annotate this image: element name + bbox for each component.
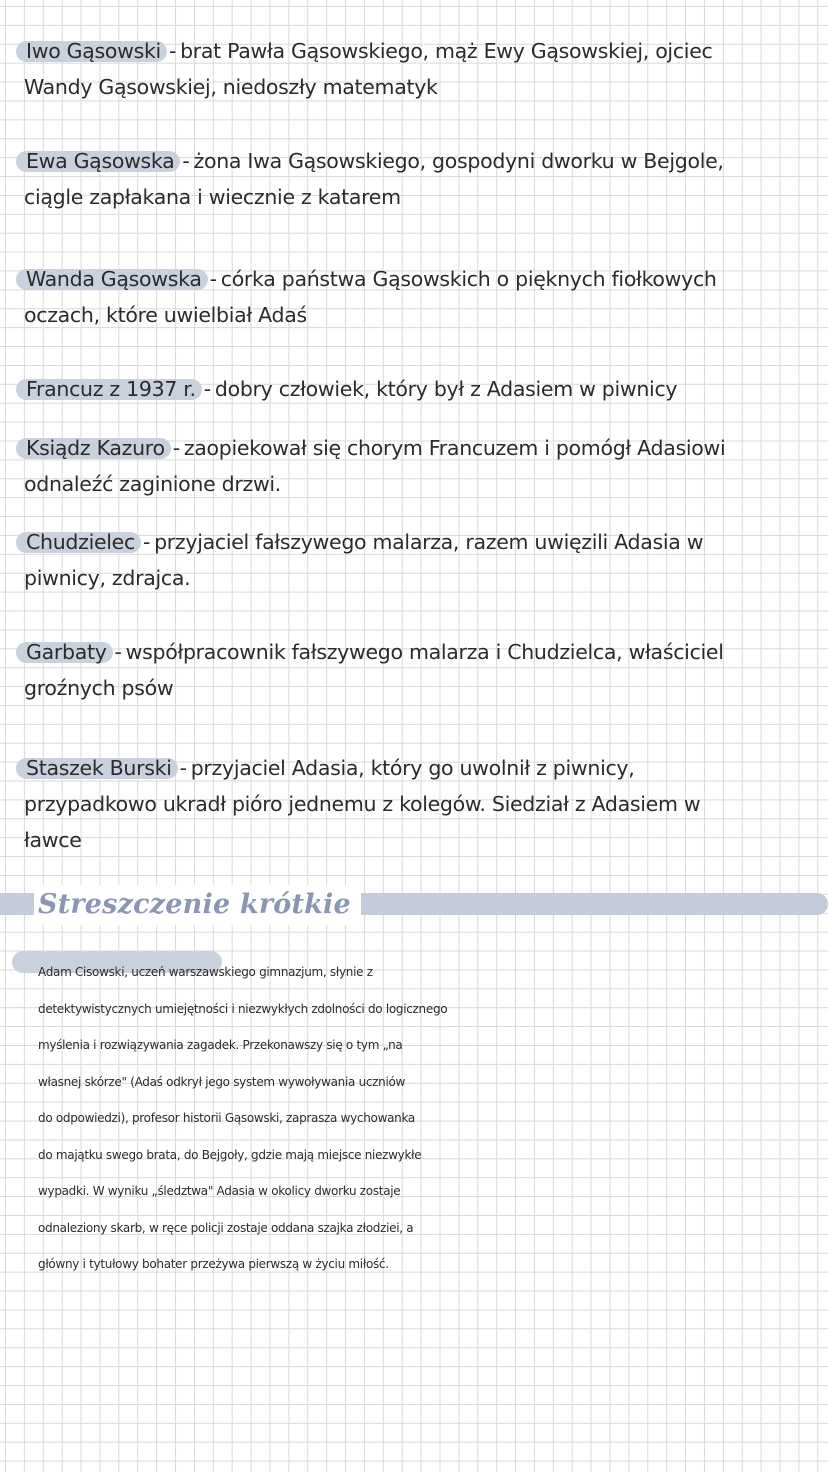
entry-line bbox=[14, 371, 814, 407]
entry-line bbox=[14, 430, 814, 466]
summary-line: własnej skórze" (Adaś odkrył jego system wywoływania uczniów bbox=[38, 1074, 406, 1089]
summary-line: detektywistycznych umiejętności i niezwykłych zdolności do logicznego bbox=[38, 1001, 448, 1016]
dash: - bbox=[172, 436, 180, 460]
character-entry bbox=[14, 371, 814, 407]
summary-line: do odpowiedzi), profesor historii Gąsowski, zaprasza wychowanka bbox=[38, 1111, 415, 1125]
character-description: brat Pawła Gąsowskiego, mąż Ewy Gąsowskiej, ojciec bbox=[180, 39, 713, 63]
entry-line bbox=[14, 524, 814, 560]
character-entry bbox=[14, 750, 814, 858]
character-name: Staszek Burski bbox=[24, 750, 176, 786]
character-description: dobry człowiek, który był z Adasiem w piwnicy bbox=[214, 377, 678, 401]
entry-line bbox=[14, 261, 814, 297]
dash: - bbox=[203, 377, 211, 401]
summary-line: myślenia i rozwiązywania zagadek. Przekonawszy się o tym „na bbox=[38, 1038, 403, 1052]
character-description: współpracownik fałszywego malarza i Chudzielca, właściciel bbox=[125, 640, 724, 664]
character-entry bbox=[14, 634, 814, 706]
character-name: Garbaty bbox=[24, 634, 111, 670]
dash: - bbox=[142, 530, 151, 554]
character-name: Wanda Gąsowska bbox=[24, 261, 206, 297]
character-entry bbox=[14, 261, 814, 333]
character-name: Chudzielec bbox=[24, 524, 139, 560]
character-description: żona Iwa Gąsowskiego, gospodyni dworku w Bejgole, bbox=[193, 149, 724, 173]
character-description: przyjaciel Adasia, który go uwolnił z piwnicy, bbox=[190, 756, 635, 780]
summary-paragraph bbox=[24, 954, 824, 1283]
summary-line: Adam Cisowski, uczeń warszawskiego gimnazjum, słynie z bbox=[38, 965, 373, 979]
character-entry bbox=[14, 430, 814, 502]
dash: - bbox=[179, 756, 187, 780]
entry-line: oczach, które uwielbiał Adaś bbox=[24, 303, 307, 327]
entry-line bbox=[14, 634, 814, 670]
section-heading: Streszczenie krótkie bbox=[34, 885, 361, 925]
entry-line: ciągle zapłakana i wiecznie z katarem bbox=[24, 185, 401, 209]
character-entry bbox=[14, 143, 814, 215]
character-name: Ewa Gąsowska bbox=[24, 143, 178, 179]
entry-line bbox=[14, 143, 814, 179]
summary-line: odnaleziony skarb, w ręce policji zostaje oddana szajka złodziei, a bbox=[38, 1220, 414, 1235]
character-entry bbox=[14, 524, 814, 596]
dash: - bbox=[114, 640, 122, 664]
character-description: przyjaciel fałszywego malarza, razem uwięzili Adasia w bbox=[154, 530, 704, 554]
entry-line bbox=[14, 33, 814, 69]
summary-line: wypadki. W wyniku „śledztwa" Adasia w okolicy dworku zostaje bbox=[38, 1184, 401, 1198]
dash: - bbox=[209, 267, 217, 291]
entry-line: przypadkowo ukradł pióro jednemu z kolegów. Siedział z Adasiem w bbox=[24, 792, 701, 816]
dash: - bbox=[182, 149, 190, 173]
entry-line: groźnych psów bbox=[24, 676, 174, 700]
character-name: Francuz z 1937 r. bbox=[24, 371, 200, 407]
entry-line bbox=[14, 750, 814, 786]
character-name: Ksiądz Kazuro bbox=[24, 430, 169, 466]
character-entry bbox=[14, 33, 814, 105]
summary-line: główny i tytułowy bohater przeżywa pierwszą w życiu miłość. bbox=[38, 1257, 389, 1271]
entry-line: piwnicy, zdrajca. bbox=[24, 566, 191, 590]
character-name: Iwo Gąsowski bbox=[24, 33, 165, 69]
entry-line: ławce bbox=[24, 828, 82, 852]
character-description: córka państwa Gąsowskich o pięknych fiołkowych bbox=[220, 267, 717, 291]
summary-line: do majątku swego brata, do Bejgoły, gdzie mają miejsce niezwykłe bbox=[38, 1147, 422, 1162]
character-description: zaopiekował się chorym Francuzem i pomógł Adasiowi bbox=[183, 436, 726, 460]
entry-line: Wandy Gąsowskiej, niedoszły matematyk bbox=[24, 75, 438, 99]
dash: - bbox=[168, 39, 177, 63]
entry-line: odnaleźć zaginione drzwi. bbox=[24, 472, 282, 496]
